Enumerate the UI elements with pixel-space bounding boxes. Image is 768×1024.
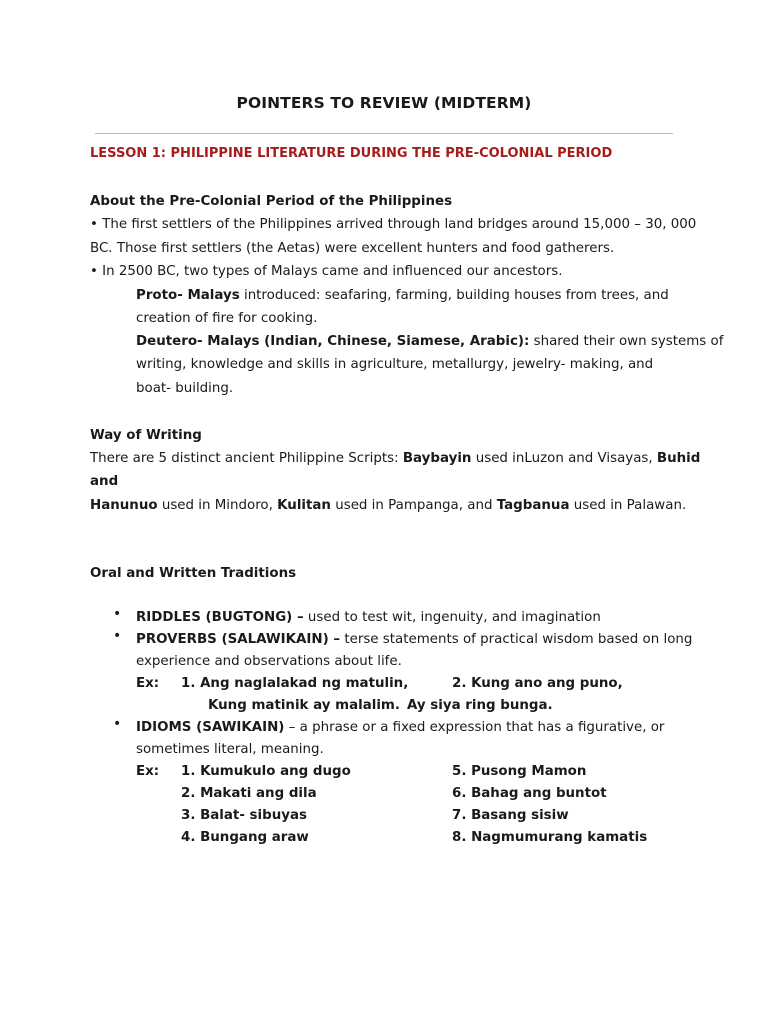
proverb-1-line-2: Kung matinik ay malalim. (208, 698, 400, 713)
idioms-ex-label: Ex: (136, 764, 160, 779)
proverbs-term: PROVERBS (SALAWIKAIN) – (136, 632, 341, 647)
deutero-malays-text: shared their own systems of (529, 334, 724, 349)
proto-malays-line-1 (136, 284, 669, 307)
idiom-item: 7. Basang sisiw (452, 808, 569, 823)
writing-line-3 (90, 494, 686, 517)
script-hanunuo: Hanunuo (90, 498, 158, 513)
idiom-item: 4. Bungang araw (181, 830, 309, 845)
bullet-riddles: • (113, 606, 122, 622)
traditions-heading: Oral and Written Traditions (90, 566, 297, 581)
script-buhid: Buhid (656, 451, 701, 466)
idiom-item: 2. Makati ang dila (181, 786, 317, 801)
writing-text-d: used in Pampanga, and (330, 498, 497, 513)
deutero-malays-term: Deutero- Malays (Indian, Chinese, Siamese, Arabic): (136, 334, 530, 349)
proto-malays-term: Proto- Malays (136, 288, 240, 303)
proverb-1-line-1: 1. Ang naglalakad ng matulin, (181, 676, 409, 691)
script-baybayin: Baybayin (402, 451, 472, 466)
idiom-item: 1. Kumukulo ang dugo (181, 764, 351, 779)
riddles-line (136, 606, 601, 629)
proto-malays-line-2: creation of fire for cooking. (136, 311, 318, 326)
proverbs-text: terse statements of practical wisdom based on long (340, 632, 693, 647)
idiom-item: 6. Bahag ang buntot (452, 786, 607, 801)
riddles-text: used to test wit, ingenuity, and imagination (303, 610, 601, 625)
about-paragraph-1-line-1: • The first settlers of the Philippines arrived through land bridges around 15,000 – 30, 000 (90, 217, 697, 232)
deutero-malays-line-2: writing, knowledge and skills in agriculture, metallurgy, jewelry- making, and (136, 357, 654, 372)
proverbs-line-2: experience and observations about life. (136, 654, 402, 669)
writing-line-1 (90, 447, 700, 470)
proverb-2-line-2: Ay siya ring bunga. (407, 698, 553, 713)
script-tagbanua: Tagbanua (496, 498, 570, 513)
about-paragraph-1-line-2: BC. Those first settlers (the Aetas) were excellent hunters and food gatherers. (90, 241, 615, 256)
idioms-line-2: sometimes literal, meaning. (136, 742, 324, 757)
writing-text-b: used inLuzon and Visayas, (471, 451, 657, 466)
idioms-line-1 (136, 716, 664, 739)
writing-text-a: There are 5 distinct ancient Philippine Scripts: (90, 451, 403, 466)
proverbs-ex-label: Ex: (136, 676, 160, 691)
writing-text-c: used in Mindoro, (157, 498, 278, 513)
proto-malays-text: introduced: seafaring, farming, building houses from trees, and (239, 288, 669, 303)
idiom-item: 3. Balat- sibuyas (181, 808, 307, 823)
about-paragraph-2: • In 2500 BC, two types of Malays came and influenced our ancestors. (90, 264, 563, 279)
writing-line-2: and (90, 474, 119, 489)
script-kulitan: Kulitan (277, 498, 331, 513)
writing-heading: Way of Writing (90, 428, 202, 443)
title-divider (95, 133, 673, 134)
lesson-heading: LESSON 1: PHILIPPINE LITERATURE DURING THE PRE-COLONIAL PERIOD (90, 146, 613, 161)
about-heading: About the Pre-Colonial Period of the Philippines (90, 194, 453, 209)
deutero-malays-line-3: boat- building. (136, 381, 234, 396)
idioms-text: – a phrase or a fixed expression that has a figurative, or (284, 720, 665, 735)
idiom-item: 8. Nagmumurang kamatis (452, 830, 648, 845)
page-title: POINTERS TO REVIEW (MIDTERM) (236, 94, 532, 112)
bullet-proverbs: • (113, 628, 122, 644)
deutero-malays-line-1 (136, 330, 723, 353)
riddles-term: RIDDLES (BUGTONG) – (136, 610, 304, 625)
bullet-idioms: • (113, 716, 122, 732)
writing-text-e: used in Palawan. (569, 498, 687, 513)
proverbs-line-1 (136, 628, 692, 651)
proverb-2-line-1: 2. Kung ano ang puno, (452, 676, 623, 691)
idioms-term: IDIOMS (SAWIKAIN) (136, 720, 285, 735)
idiom-item: 5. Pusong Mamon (452, 764, 587, 779)
